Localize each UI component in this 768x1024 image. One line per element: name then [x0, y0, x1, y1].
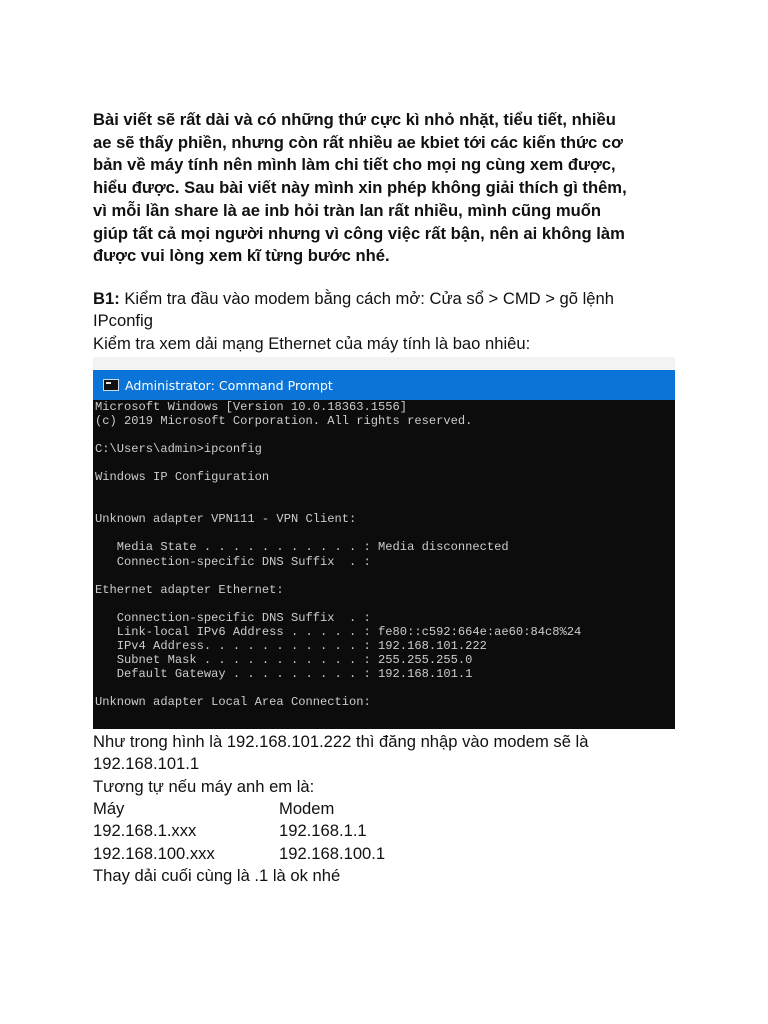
console-line: Windows IP Configuration [95, 470, 270, 485]
closing-line-row [93, 865, 479, 887]
step1-line: Kiểm tra xem dải mạng Ethernet của máy tính là bao nhiêu: [93, 333, 531, 353]
command-prompt-title: Administrator: Command Prompt [125, 377, 333, 393]
intro-line: Bài viết sẽ rất dài và có những thứ cực kì nhỏ nhặt, tiểu tiết, nhiều [93, 110, 616, 129]
console-line [95, 484, 673, 498]
intro-line: được vui lòng xem kĩ từng bước nhé. [93, 246, 390, 266]
machine-header: Máy [93, 799, 125, 818]
intro-line: hiểu được. Sau bài viết này mình xin phép không giải thích gì thêm, [93, 178, 627, 198]
console-line [95, 569, 673, 583]
console-line [95, 428, 673, 442]
step1-label: B1: [93, 289, 120, 308]
window-top-strip [93, 357, 675, 370]
step1-paragraph [93, 288, 713, 355]
console-line: Default Gateway . . . . . . . . . : 192.168.101.1 [95, 666, 473, 681]
console-line: Unknown adapter VPN111 - VPN Client: [95, 512, 357, 527]
step1-text: Kiểm tra đầu vào modem bằng cách mở: Cửa sổ > CMD > gõ lệnh [119, 289, 614, 308]
table-header-row [93, 798, 479, 820]
table-row [93, 843, 479, 865]
explain-paragraph [93, 731, 713, 798]
console-line: Subnet Mask . . . . . . . . . . . : 255.255.255.0 [95, 652, 473, 667]
intro-paragraph [93, 109, 693, 268]
step1-line: IPconfig [93, 311, 153, 331]
console-line: Unknown adapter Local Area Connection: [95, 694, 371, 709]
console-line [95, 456, 673, 470]
console-line: Media State . . . . . . . . . . . : Media disconnected [95, 540, 509, 555]
console-line: C:\Users\admin>ipconfig [95, 442, 262, 457]
intro-line: ae sẽ thấy phiền, nhưng còn rất nhiều ae kbiet tới các kiến thức cơ [93, 132, 623, 152]
intro-line: vì mỗi lần share là ae inb hỏi tràn lan rất nhiều, mình cũng muốn [93, 200, 602, 220]
command-prompt-screenshot [93, 357, 675, 729]
console-line: Ethernet adapter Ethernet: [95, 582, 284, 597]
console-line [95, 709, 673, 723]
console-line: (c) 2019 Microsoft Corporation. All rights reserved. [95, 414, 473, 429]
console-line [95, 597, 673, 611]
explain-line: Như trong hình là 192.168.101.222 thì đăng nhập vào modem sẽ là [93, 732, 589, 751]
modem-ip: 192.168.100.1 [279, 843, 386, 863]
modem-ip: 192.168.1.1 [279, 821, 367, 841]
console-line: Microsoft Windows [Version 10.0.18363.1556] [95, 400, 408, 414]
console-line: IPv4 Address. . . . . . . . . . . : 192.168.101.222 [95, 638, 487, 653]
intro-line: bản về máy tính nên mình làm chi tiết cho mọi ng cùng xem được, [93, 155, 616, 175]
console-output [95, 400, 673, 723]
machine-ip: 192.168.1.xxx [93, 821, 197, 841]
explain-line: 192.168.101.1 [93, 754, 200, 774]
intro-line: giúp tất cả mọi người nhưng vì công việc rất bận, nên ai không làm [93, 223, 625, 243]
console-line [95, 681, 673, 695]
console-line: Connection-specific DNS Suffix . : [95, 610, 371, 625]
console-line: Connection-specific DNS Suffix . : [95, 554, 371, 569]
machine-ip: 192.168.100.xxx [93, 843, 215, 863]
console-icon [103, 379, 119, 391]
explain-line: Tương tự nếu máy anh em là: [93, 776, 315, 796]
modem-header: Modem [279, 799, 335, 818]
console-line [95, 526, 673, 540]
table-row [93, 820, 479, 842]
command-prompt-titlebar [93, 370, 675, 400]
machine-modem-table [93, 798, 479, 888]
step1-line [93, 288, 713, 310]
closing-text: Thay dải cuối cùng là .1 là ok nhé [93, 866, 341, 886]
console-line [95, 498, 673, 512]
console-line: Link-local IPv6 Address . . . . . : fe80::c592:664e:ae60:84c8%24 [95, 624, 582, 639]
